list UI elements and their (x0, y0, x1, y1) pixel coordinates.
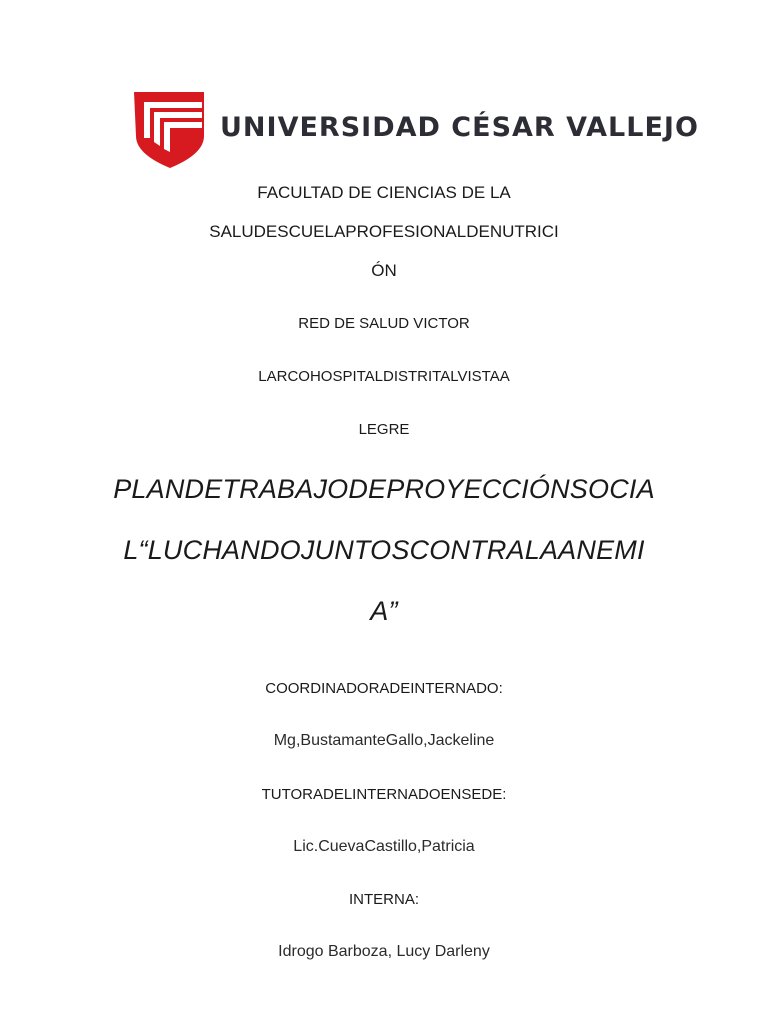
faculty-line-3: ÓN (371, 261, 397, 280)
institution-line-3: LEGRE (358, 421, 410, 438)
faculty-line-1: FACULTAD DE CIENCIAS DE LA (257, 183, 511, 202)
coordinator-label: COORDINADORADEINTERNADO: (265, 680, 503, 697)
institution-line-2: LARCOHOSPITALDISTRITALVISTAA (258, 368, 510, 385)
title-line-2: L“LUCHANDOJUNTOSCONTRALAANEMI (123, 535, 645, 565)
title-line-3: A” (370, 596, 398, 626)
title-line-1: PLANDETRABAJODEPROYECCIÓNSOCIA (113, 474, 655, 504)
tutor-name: Lic.CuevaCastillo,Patricia (293, 838, 475, 855)
institution-line-1: RED DE SALUD VICTOR (298, 315, 470, 332)
tutor-label: TUTORADELINTERNADOENSEDE: (261, 786, 507, 803)
shield-icon (130, 88, 210, 172)
coordinator-name: Mg,BustamanteGallo,Jackeline (273, 732, 495, 749)
university-logo (130, 88, 699, 172)
university-name: UNIVERSIDAD CÉSAR VALLEJO (220, 112, 699, 143)
intern-label: INTERNA: (348, 891, 419, 908)
intern-name: Idrogo Barboza, Lucy Darleny (278, 943, 490, 960)
faculty-line-2: SALUDESCUELAPROFESIONALDENUTRICI (209, 222, 559, 241)
